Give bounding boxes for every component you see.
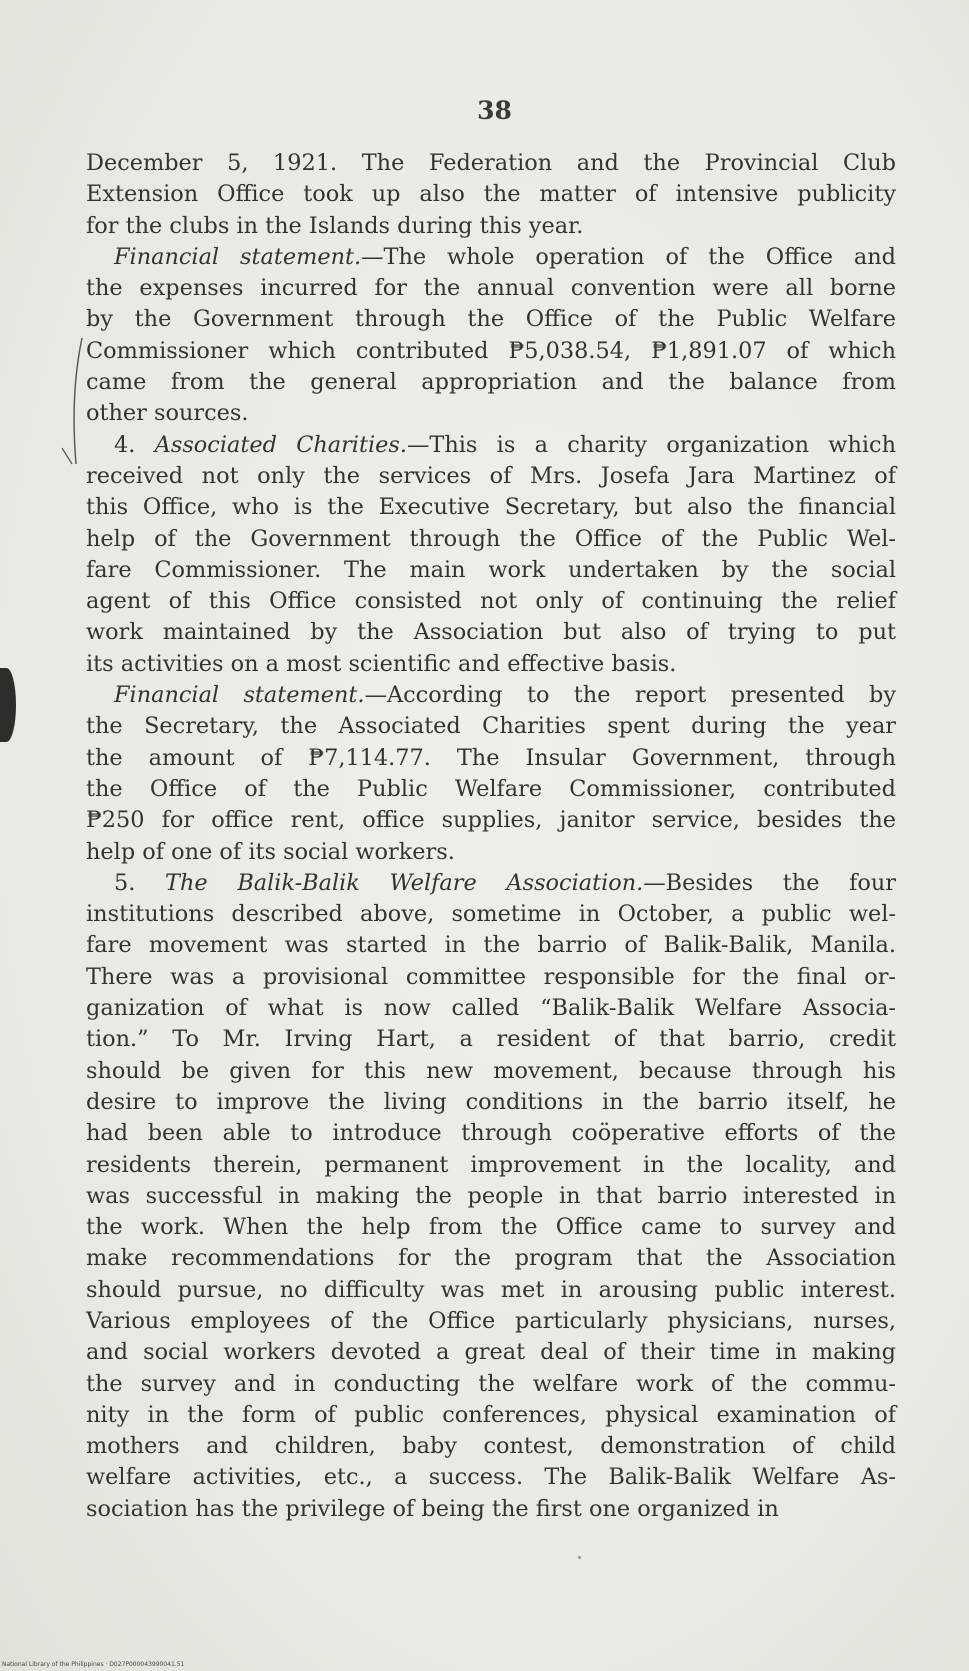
section-number: 4.	[114, 431, 155, 458]
line-text: by the Government through the Office of the Public Welfare	[86, 306, 896, 333]
line-text: welfare activities, etc., a success. The Balik-Balik Welfare As-	[86, 1464, 896, 1491]
line-text: There was a provisional committee responsible for the final or-	[86, 963, 896, 990]
text-line	[86, 743, 896, 774]
text-line	[86, 962, 896, 993]
paragraph	[86, 430, 896, 680]
text-line	[86, 805, 896, 836]
line-text: sociation has the privilege of being the first one organized in	[86, 1495, 779, 1522]
binding-shadow	[0, 668, 16, 742]
text-line	[86, 1212, 896, 1243]
text-line	[86, 524, 896, 555]
line-text: institutions described above, sometime in October, a public wel-	[86, 901, 896, 928]
line-text: the work. When the help from the Office came to survey and	[86, 1214, 896, 1241]
section-heading: The Balik-Balik Welfare Association.	[165, 869, 644, 896]
text-line	[86, 242, 896, 273]
text-line	[86, 680, 896, 711]
text-line	[86, 304, 896, 335]
text-line	[86, 1275, 896, 1306]
line-text: help of one of its social workers.	[86, 838, 455, 865]
text-line	[86, 398, 896, 429]
line-text: work maintained by the Association but also of trying to put	[86, 619, 896, 646]
paragraph	[86, 242, 896, 430]
line-text: help of the Government through the Office of the Public Wel-	[86, 525, 896, 552]
text-line	[86, 492, 896, 523]
text-line	[86, 1494, 896, 1525]
paragraph	[86, 148, 896, 242]
line-text: —This is a charity organization which	[407, 431, 897, 458]
line-text: other sources.	[86, 400, 249, 427]
line-text: make recommendations for the program that the Association	[86, 1245, 896, 1272]
text-line	[86, 1369, 896, 1400]
text-line	[86, 148, 896, 179]
text-line	[86, 586, 896, 617]
line-text: agent of this Office consisted not only of continuing the relief	[86, 588, 896, 615]
text-line	[86, 367, 896, 398]
line-text: the survey and in conducting the welfare work of the commu-	[86, 1370, 896, 1397]
line-text: and social workers devoted a great deal of their time in making	[86, 1339, 896, 1366]
line-text: should be given for this new movement, because through his	[86, 1057, 896, 1084]
text-line	[86, 1024, 896, 1055]
line-text: received not only the services of Mrs. Josefa Jara Martinez of	[86, 462, 896, 489]
text-line	[86, 868, 896, 899]
line-text: Extension Office took up also the matter of intensive publicity	[86, 181, 896, 208]
text-line	[86, 774, 896, 805]
line-text: December 5, 1921. The Federation and the Provincial Club	[86, 150, 896, 176]
line-text: should pursue, no difficulty was met in arousing public interest.	[86, 1276, 896, 1303]
line-text: —The whole operation of the Office and	[361, 243, 897, 270]
text-line	[86, 649, 896, 680]
line-text: fare Commissioner. The main work undertaken by the social	[86, 556, 896, 583]
text-line	[86, 1087, 896, 1118]
text-line	[86, 711, 896, 742]
page-number: 38	[477, 96, 512, 125]
text-line	[86, 1181, 896, 1212]
text-line	[86, 211, 896, 242]
section-heading: Associated Charities.	[154, 431, 407, 458]
line-text: residents therein, permanent improvement in the locality, and	[86, 1151, 896, 1178]
line-text: mothers and children, baby contest, demonstration of child	[86, 1433, 896, 1460]
paragraph	[86, 680, 896, 868]
text-line	[86, 430, 896, 461]
line-text: the amount of ₱7,114.77. The Insular Government, through	[86, 744, 896, 771]
text-line	[86, 899, 896, 930]
section-heading: Financial statement.	[114, 682, 365, 709]
section-heading: Financial statement.	[114, 243, 362, 270]
line-text: —Besides the four	[643, 869, 897, 896]
line-text: came from the general appropriation and the balance from	[86, 369, 896, 396]
line-text: the expenses incurred for the annual convention were all borne	[86, 275, 896, 302]
text-line	[86, 1118, 896, 1149]
text-line	[86, 1337, 896, 1368]
line-text: fare movement was started in the barrio of Balik-Balik, Manila.	[86, 932, 896, 959]
footer-note: National Library of the Philippines · D027P000043990041.51	[2, 1661, 185, 1668]
line-text: —According to the report presented by	[364, 682, 896, 709]
text-line	[86, 1056, 896, 1087]
line-text: had been able to introduce through coöperative efforts of the	[86, 1120, 896, 1147]
speck	[578, 1556, 581, 1559]
text-line	[86, 555, 896, 586]
text-line	[86, 336, 896, 367]
text-line	[86, 930, 896, 961]
section-number: 5.	[114, 869, 166, 896]
text-line	[86, 1150, 896, 1181]
text-line	[86, 617, 896, 648]
text-line	[86, 993, 896, 1024]
text-line	[86, 273, 896, 304]
paragraph	[86, 868, 896, 1525]
text-line	[86, 1400, 896, 1431]
text-line	[86, 1431, 896, 1462]
line-text: nity in the form of public conferences, physical examination of	[86, 1401, 896, 1428]
text-line	[86, 1243, 896, 1274]
line-text: its activities on a most scientific and effective basis.	[86, 650, 677, 677]
line-text: Various employees of the Office particularly physicians, nurses,	[86, 1307, 896, 1334]
line-text: the Secretary, the Associated Charities spent during the year	[86, 713, 896, 740]
line-text: Commissioner which contributed ₱5,038.54, ₱1,891.07 of which	[86, 337, 896, 364]
line-text: ganization of what is now called “Balik-Balik Welfare Associa-	[86, 995, 896, 1022]
line-text: this Office, who is the Executive Secretary, but also the financial	[86, 494, 896, 521]
text-line	[86, 1306, 896, 1337]
text-line	[86, 179, 896, 210]
line-text: the Office of the Public Welfare Commissioner, contributed	[86, 775, 896, 802]
line-text: was successful in making the people in that barrio interested in	[86, 1182, 896, 1209]
line-text: for the clubs in the Islands during this year.	[86, 212, 584, 239]
text-line	[86, 1462, 896, 1493]
line-text: tion.” To Mr. Irving Hart, a resident of that barrio, credit	[86, 1026, 896, 1053]
line-text: desire to improve the living conditions in the barrio itself, he	[86, 1088, 896, 1115]
line-text: ₱250 for office rent, office supplies, janitor service, besides the	[86, 807, 896, 834]
text-line	[86, 461, 896, 492]
body-text	[86, 148, 896, 1525]
text-line	[86, 837, 896, 868]
